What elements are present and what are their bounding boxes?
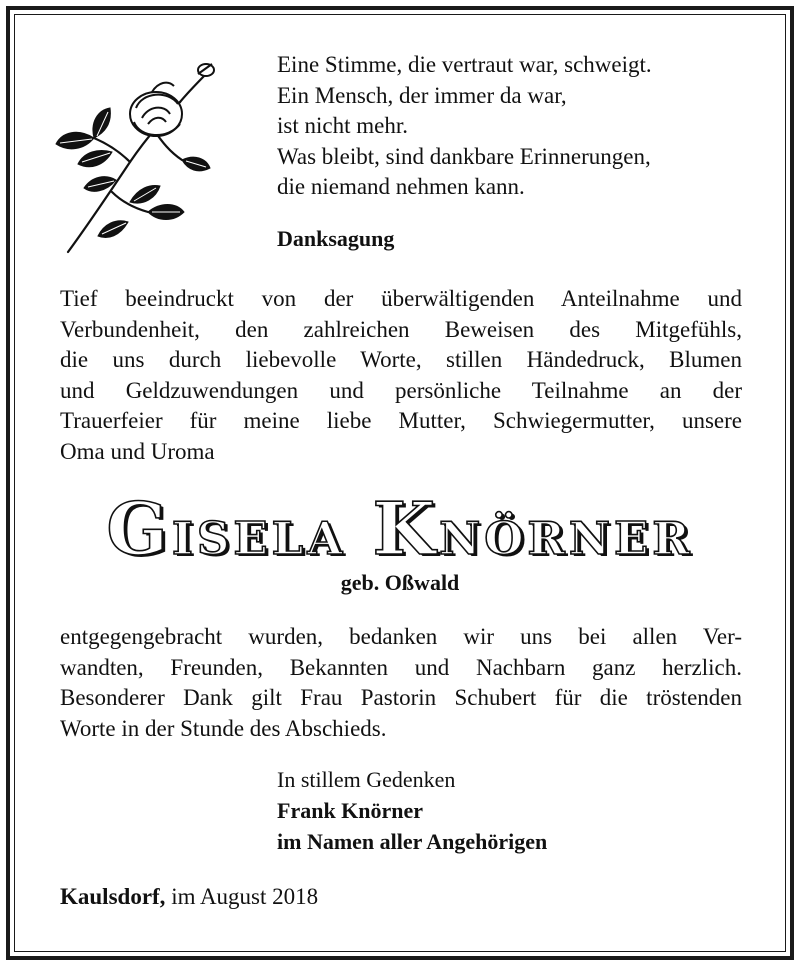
paragraph-line: Besonderer Dank gilt Frau Pastorin Schubert für die tröstenden (60, 685, 742, 710)
poem-line: ist nicht mehr. (277, 113, 408, 138)
paragraph-line: Oma und Uroma (60, 438, 215, 464)
name-initial: G (106, 486, 172, 571)
poem-line: Eine Stimme, die vertraut war, schweigt. (277, 52, 652, 77)
on-behalf-text: im Namen aller Angehörigen (277, 829, 548, 854)
birth-name: geb. Oßwald (340, 570, 460, 595)
remembrance-text: In stillem Gedenken (277, 767, 456, 792)
place-date (60, 884, 318, 910)
name-rest: isela (171, 495, 347, 570)
paragraph-line: Trauerfeier für meine liebe Mutter, Schwiegermutter, unsere (60, 408, 742, 433)
date: im August 2018 (171, 884, 319, 909)
paragraph-line: und Geldzuwendungen und persönliche Teilnahme an der (60, 377, 742, 403)
rose-icon (50, 52, 220, 262)
poem (277, 50, 652, 203)
poem-line: Was bleibt, sind dankbare Erinnerungen, (277, 143, 651, 169)
closing-block (277, 764, 547, 857)
thanks-paragraph-continued (60, 622, 742, 744)
place: Kaulsdorf, (60, 884, 166, 909)
paragraph-line: wandten, Freunden, Bekannten und Nachbarn ganz herzlich. (60, 654, 742, 680)
paragraph-line: Verbundenheit, den zahlreichen Beweisen des Mitgefühls, (60, 316, 742, 342)
name-rest: nörner (439, 495, 694, 570)
poem-line: die niemand nehmen kann. (277, 174, 525, 199)
paragraph-line: entgegengebracht wurden, bedanken wir uns bei allen Ver- (60, 624, 742, 649)
poem-line: Ein Mensch, der immer da war, (277, 82, 567, 108)
thanks-paragraph (60, 284, 742, 467)
name-initial: K (372, 486, 440, 571)
heading-danksagung: Danksagung (277, 226, 395, 251)
paragraph-line: die uns durch liebevolle Worte, stillen Händedruck, Blumen (60, 347, 742, 372)
deceased-name (0, 486, 800, 571)
paragraph-line: Tief beeindruckt von der überwältigenden Anteilnahme und (60, 286, 742, 311)
paragraph-line: Worte in der Stunde des Abschieds. (60, 715, 387, 741)
signer-name: Frank Knörner (277, 798, 424, 823)
